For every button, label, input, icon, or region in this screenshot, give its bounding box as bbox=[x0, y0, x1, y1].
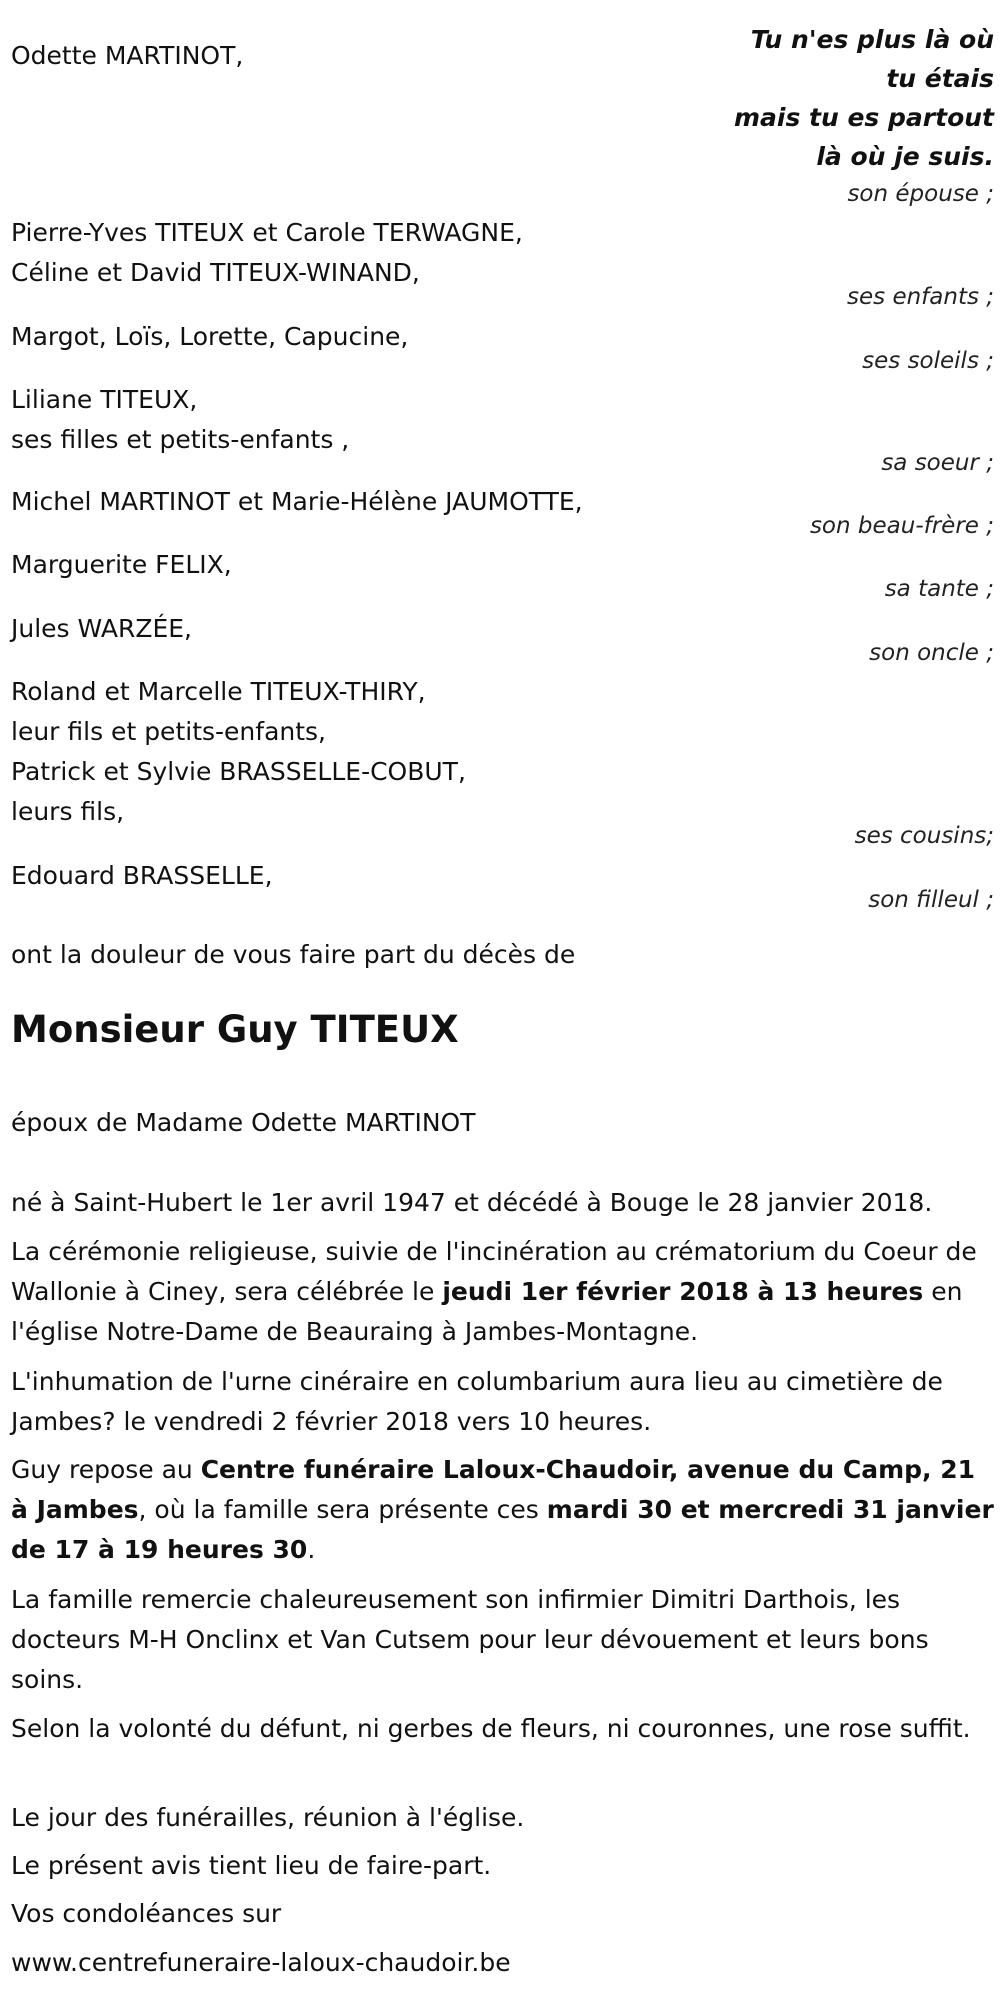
repose-location: Centre funéraire Laloux-Chaudoir, avenue du Camp, 21 à Jambes bbox=[11, 1455, 976, 1524]
family-relation: ses cousins; bbox=[854, 823, 994, 849]
ceremony-place: en l'église Notre-Dame de Beauraing à Jambes-Montagne. bbox=[11, 1277, 963, 1346]
website-link[interactable]: www.centrefuneraire-laloux-chaudoir.be bbox=[11, 1948, 511, 1977]
family-name: Edouard BRASSELLE, bbox=[11, 861, 273, 890]
family-name: Margot, Loïs, Lorette, Capucine, bbox=[11, 322, 409, 351]
family-name: Patrick et Sylvie BRASSELLE-COBUT, bbox=[11, 757, 466, 786]
visiting-hours: mardi 30 et mercredi 31 janvier de 17 à 19 heures 30 bbox=[11, 1495, 994, 1564]
ceremony-date: jeudi 1er février 2018 à 13 heures bbox=[442, 1277, 924, 1306]
quote bbox=[734, 20, 994, 176]
ceremony-paragraph bbox=[11, 1232, 996, 1352]
repose-paragraph bbox=[11, 1450, 996, 1570]
family-relation: sa soeur ; bbox=[881, 450, 994, 476]
family-relation: son épouse ; bbox=[847, 181, 994, 207]
deceased-name: Monsieur Guy TITEUX bbox=[11, 1008, 459, 1051]
family-name: ses filles et petits-enfants , bbox=[11, 425, 350, 454]
inhumation-paragraph: L'inhumation de l'urne cinéraire en columbarium aura lieu au cimetière de Jambes? le vendredi 2 février 2018 vers 10 heures. bbox=[11, 1367, 943, 1436]
family-relation: son beau-frère ; bbox=[809, 513, 994, 539]
family-relation: son oncle ; bbox=[869, 640, 994, 666]
notice-line: Le présent avis tient lieu de faire-part. bbox=[11, 1851, 492, 1880]
quote-line: tu étais bbox=[886, 64, 994, 93]
family-name: Michel MARTINOT et Marie-Hélène JAUMOTTE, bbox=[11, 487, 583, 516]
quote-line: Tu n'es plus là où bbox=[750, 25, 994, 54]
ceremony-text: La cérémonie religieuse, suivie de l'incinération au crématorium du Coeur de Wallonie à Ciney, sera célébrée le bbox=[11, 1237, 977, 1306]
condolences-line: Vos condoléances sur bbox=[11, 1899, 282, 1928]
reunion-line: Le jour des funérailles, réunion à l'église. bbox=[11, 1803, 525, 1832]
family-relation: ses enfants ; bbox=[847, 284, 994, 310]
announcement: ont la douleur de vous faire part du décès de bbox=[11, 940, 576, 969]
family-relation: ses soleils ; bbox=[862, 348, 994, 374]
flowers-paragraph: Selon la volonté du défunt, ni gerbes de fleurs, ni couronnes, une rose suffit. bbox=[11, 1714, 971, 1743]
family-relation: son filleul ; bbox=[868, 887, 994, 913]
thanks-paragraph: La famille remercie chaleureusement son infirmier Dimitri Darthois, les docteurs M-H Onclinx et Van Cutsem pour leur dévouement et leurs bons soins. bbox=[11, 1585, 929, 1694]
family-name: leurs fils, bbox=[11, 797, 125, 826]
family-name: Roland et Marcelle TITEUX-THIRY, bbox=[11, 677, 426, 706]
family-name: Liliane TITEUX, bbox=[11, 385, 198, 414]
repose-text: , où la famille sera présente ces bbox=[138, 1495, 547, 1524]
family-name: Odette MARTINOT, bbox=[11, 41, 244, 70]
birth-death: né à Saint-Hubert le 1er avril 1947 et décédé à Bouge le 28 janvier 2018. bbox=[11, 1188, 933, 1217]
family-name: Marguerite FELIX, bbox=[11, 550, 232, 579]
family-name: Céline et David TITEUX-WINAND, bbox=[11, 258, 420, 287]
spouse-line: époux de Madame Odette MARTINOT bbox=[11, 1108, 476, 1137]
family-name: Pierre-Yves TITEUX et Carole TERWAGNE, bbox=[11, 218, 523, 247]
family-name: leur fils et petits-enfants, bbox=[11, 717, 327, 746]
repose-text: . bbox=[307, 1535, 316, 1564]
family-name: Jules WARZÉE, bbox=[11, 614, 193, 643]
family-relation: sa tante ; bbox=[884, 576, 994, 602]
repose-text: Guy repose au bbox=[11, 1455, 201, 1484]
quote-line: mais tu es partout bbox=[733, 103, 994, 132]
quote-line: là où je suis. bbox=[816, 142, 994, 171]
